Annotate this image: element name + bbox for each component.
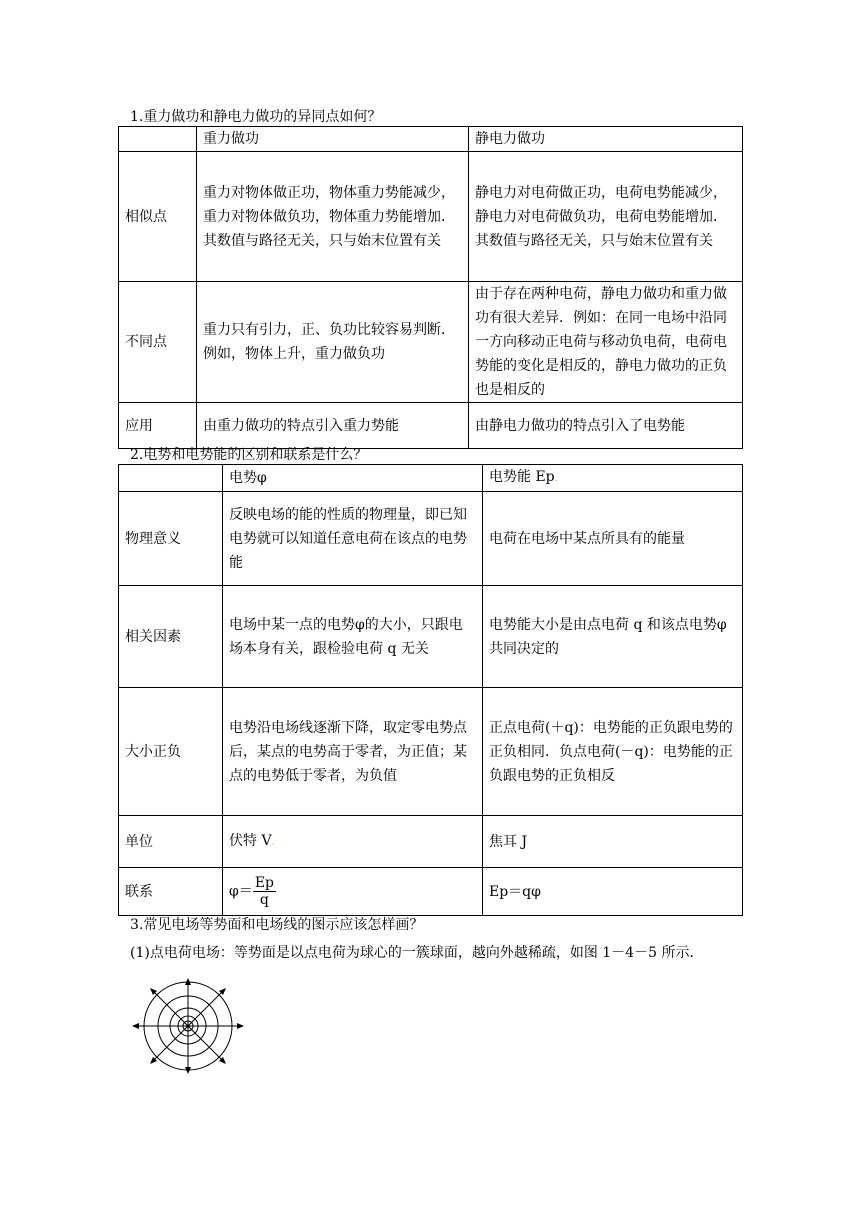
- marker-dot: .: [271, 836, 275, 848]
- gravity-similarity-cell: 重力对物体做正功，物体重力势能减少，重力对物体做负功，物体重力势能增加．其数值与路径无关，只与始末位置有关: [197, 152, 469, 282]
- potential-meaning-cell: 反映电场的能的性质的物理量，即已知电势就可以知道任意电荷在该点的电势能: [223, 492, 483, 586]
- energy-unit-cell: 焦耳 J: [483, 816, 743, 868]
- table-header-row: [119, 127, 743, 152]
- formula-prefix: φ＝: [229, 883, 253, 900]
- fraction-numerator: Ep: [254, 875, 274, 891]
- marker-dot: .: [554, 473, 558, 484]
- potential-unit-text: 伏特 V: [229, 832, 272, 849]
- row-label-unit: 单位: [119, 816, 223, 868]
- energy-meaning-cell: 电荷在电场中某点所具有的能量: [483, 492, 743, 586]
- gravity-application-cell: 由重力做功的特点引入重力势能: [197, 403, 469, 449]
- table-row: [119, 152, 743, 282]
- row-label-similarity: 相似点: [119, 152, 197, 282]
- table-header-row: [119, 465, 743, 492]
- potential-formula-cell: [223, 868, 483, 916]
- row-label-factors: 相关因素: [119, 586, 223, 688]
- question-2-heading: 2.电势和电势能的区别和联系是什么？: [130, 447, 368, 463]
- energy-sign-cell: 正点电荷(＋q)：电势能的正负跟电势的正负相同．负点电荷(－q)：电势能的正负跟电势的正负相反: [483, 688, 743, 816]
- electric-similarity-cell: 静电力对电荷做正功，电荷电势能减少，静电力对电荷做负功，电荷电势能增加．其数值与路径无关，只与始末位置有关: [469, 152, 743, 282]
- gravity-difference-cell: 重力只有引力，正、负功比较容易判断．例如，物体上升，重力做负功: [197, 282, 469, 403]
- electric-application-cell: 由静电力做功的特点引入了电势能: [469, 403, 743, 449]
- table-row: [119, 586, 743, 688]
- row-label-difference: 不同点: [119, 282, 197, 403]
- table-row: [119, 403, 743, 449]
- table-row: [119, 492, 743, 586]
- energy-factors-cell: 电势能大小是由点电荷 q 和该点电势φ共同决定的: [483, 586, 743, 688]
- point-charge-paragraph: (1)点电荷电场：等势面是以点电荷为球心的一簇球面，越向外越稀疏，如图 1－4－5 所示．: [130, 945, 704, 961]
- question-1-heading: 1.重力做功和静电力做功的异同点如何？: [130, 109, 382, 125]
- header-gravity-work: 重力做功: [197, 127, 469, 152]
- potential-factors-cell: 电场中某一点的电势φ的大小，只跟电场本身有关，跟检验电荷 q 无关: [223, 586, 483, 688]
- table-row: [119, 688, 743, 816]
- row-label-relation: 联系: [119, 868, 223, 916]
- header-empty-cell: [119, 465, 223, 492]
- potential-sign-cell: 电势沿电场线逐渐下降，取定零电势点后，某点的电势高于零者，为正值；某点的电势低于零者，为负值: [223, 688, 483, 816]
- point-charge: [186, 1024, 190, 1028]
- fraction-denominator: q: [259, 892, 269, 908]
- potential-unit-cell: [223, 816, 483, 868]
- row-label-sign: 大小正负: [119, 688, 223, 816]
- row-label-application: 应用: [119, 403, 197, 449]
- table-row: [119, 816, 743, 868]
- header-potential-energy: [483, 465, 743, 492]
- header-potential: 电势φ: [223, 465, 483, 492]
- table-row: [119, 868, 743, 916]
- row-label-physical-meaning: 物理意义: [119, 492, 223, 586]
- header-electric-work: 静电力做功: [469, 127, 743, 152]
- header-potential-energy-label: 电势能 Ep: [489, 469, 555, 485]
- point-charge-field-figure: [130, 978, 250, 1078]
- energy-formula-cell: Ep＝qφ: [483, 868, 743, 916]
- header-empty-cell: [119, 127, 197, 152]
- potential-comparison-table: [118, 464, 743, 916]
- question-3-heading: 3.常见电场等势面和电场线的图示应该怎样画？: [130, 917, 424, 933]
- work-comparison-table: [118, 126, 743, 449]
- formula-fraction: [253, 875, 276, 908]
- table-row: [119, 282, 743, 403]
- electric-difference-cell: 由于存在两种电荷，静电力做功和重力做功有很大差异．例如：在同一电场中沿同一方向移动正电荷与移动负电荷，电荷电势能的变化是相反的，静电力做功的正负也是相反的: [469, 282, 743, 403]
